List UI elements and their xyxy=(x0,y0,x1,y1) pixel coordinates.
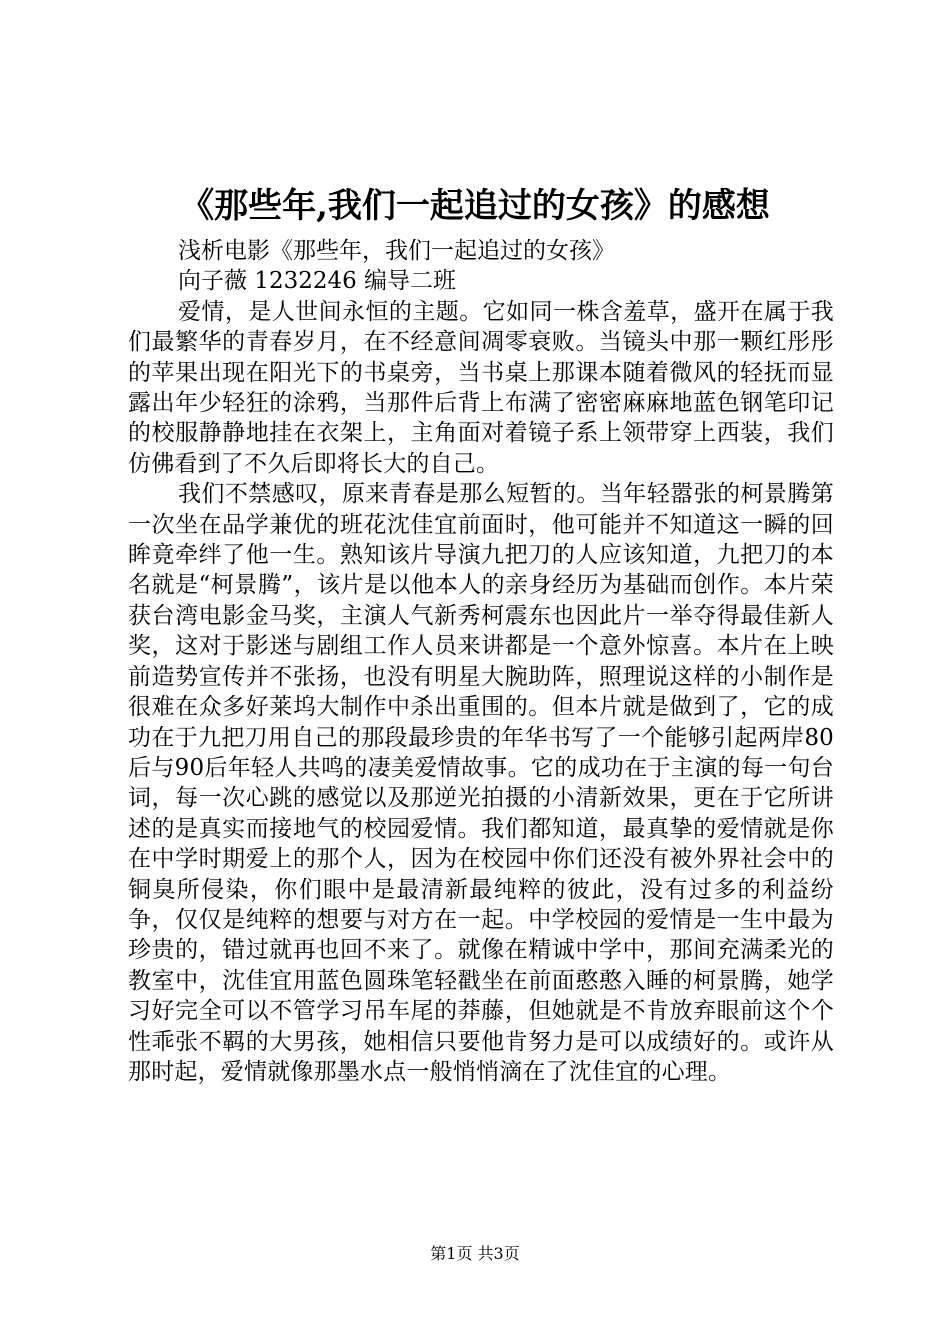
page-number-footer: 第1页 共3页 xyxy=(430,1244,520,1263)
document-body xyxy=(128,236,834,1087)
document-title: 《那些年,我们一起追过的女孩》的感想 xyxy=(180,186,770,226)
paragraph: 爱情，是人世间永恒的主题。它如同一株含羞草，盛开在属于我们最繁华的青春岁月，在不经意间凋零衰败。当镜头中那一颗红彤彤的苹果出现在阳光下的书桌旁，当书桌上那课本随着微风的轻抚而显露出年少轻狂的涂鸦，当那件后背上布满了密密麻麻地蓝色钢笔印记的校服静静地挂在衣架上，主角面对着镜子系上领带穿上西装，我们仿佛看到了不久后即将长大的自己。 xyxy=(128,298,834,477)
author-line: 向子薇 1232246 编导二班 xyxy=(178,268,457,295)
paragraph: 我们不禁感叹，原来青春是那么短暂的。当年轻嚣张的柯景腾第一次坐在品学兼优的班花沈佳宜前面时，他可能并不知道这一瞬的回眸竟牵绊了他一生。熟知该片导演九把刀的人应该知道，九把刀的本名就是“柯景腾”，该片是以他本人的亲身经历为基础而创作。本片荣获台湾电影金马奖，主演人气新秀柯震东也因此片一举夺得最佳新人奖，这对于影迷与剧组工作人员来讲都是一个意外惊喜。本片在上映前造势宣传并不张扬，也没有明星大腕助阵，照理说这样的小制作是很难在众多好莱坞大制作中杀出重围的。但本片就是做到了，它的成功在于九把刀用自己的那段最珍贵的年华书写了一个能够引起两岸80后与90后年轻人共鸣的凄美爱情故事。它的成功在于主演的每一句台词，每一次心跳的感觉以及那逆光拍摄的小清新效果，更在于它所讲述的是真实而接地气的校园爱情。我们都知道，最真挚的爱情就是你在中学时期爱上的那个人，因为在校园中你们还没有被外界社会中的铜臭所侵染，你们眼中是最清新最纯粹的彼此，没有过多的利益纷争，仅仅是纯粹的想要与对方在一起。中学校园的爱情是一生中最为珍贵的，错过就再也回不来了。就像在精诚中学中，那间充满柔光的教室中，沈佳宜用蓝色圆珠笔轻戳坐在前面憨憨入睡的柯景腾，她学习好完全可以不管学习吊车尾的莽藤，但她就是不肯放弃眼前这个个性乖张不羁的大男孩，她相信只要他肯努力是可以成绩好的。或许从那时起，爱情就像那墨水点一般悄悄滴在了沈佳宜的心理。 xyxy=(128,481,834,1085)
subtitle-line: 浅析电影《那些年，我们一起追过的女孩》 xyxy=(178,238,615,264)
